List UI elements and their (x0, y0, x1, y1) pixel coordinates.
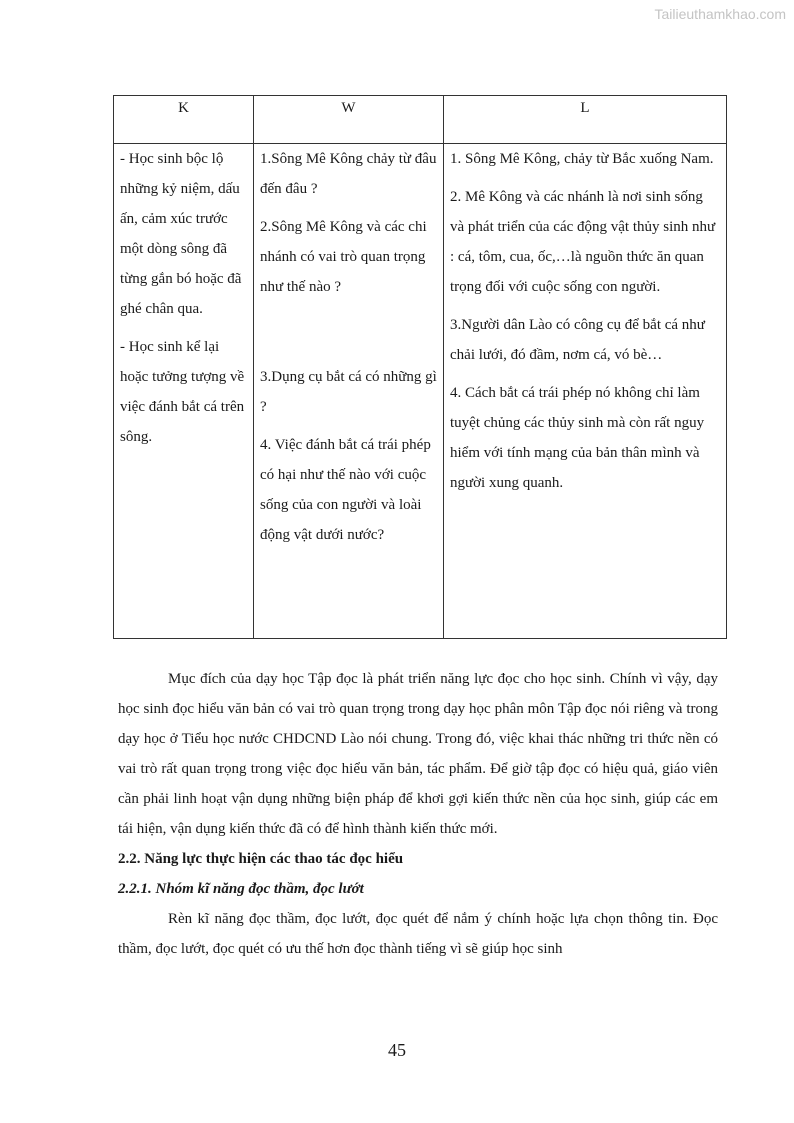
paragraph: Rèn kĩ năng đọc thầm, đọc lướt, đọc quét để nắm ý chính hoặc lựa chọn thông tin. Đọc thầm, đọc lướt, đọc quét có ưu thế hơn đọc thành tiếng vì sẽ giúp học sinh (118, 911, 718, 957)
cell-w (254, 144, 444, 639)
kwl-table (113, 95, 727, 639)
k-item: - Học sinh kể lại hoặc tưởng tượng về việc đánh bắt cá trên sông. (120, 339, 245, 445)
cell-l (444, 144, 727, 639)
page-number: 45 (388, 1040, 406, 1060)
header-w: W (254, 96, 444, 144)
k-item: - Học sinh bộc lộ những kỷ niệm, dấu ấn, cảm xúc trước một dòng sông đã từng gắn bó hoặc đã ghé chân qua. (120, 151, 242, 317)
header-k: K (114, 96, 254, 144)
table-row (114, 144, 727, 639)
section-heading: 2.2. Năng lực thực hiện các thao tác đọc hiểu (118, 851, 404, 867)
cell-k (114, 144, 254, 639)
paragraph: Mục đích của dạy học Tập đọc là phát triển năng lực đọc cho học sinh. Chính vì vậy, dạy học sinh đọc hiểu văn bản có vai trò quan trọng trong dạy học phân môn Tập đọc nói riêng và trong dạy học ở Tiểu học nước CHDCND Lào nói chung. Trong đó, việc khai thác những tri thức nền có vai trò rất quan trọng trong việc đọc hiểu văn bản, tác phẩm. Để giờ tập đọc có hiệu quả, giáo viên cần phải linh hoạt vận dụng những biện pháp để khơi gợi kiến thức nền của học sinh, giúp các em tái hiện, vận dụng kiến thức đã có để hình thành kiến thức mới. (118, 671, 718, 837)
l-item: 4. Cách bắt cá trái phép nó không chỉ làm tuyệt chủng các thủy sinh mà còn rất nguy hiểm với tính mạng của bản thân mình và người xung quanh. (450, 385, 705, 491)
l-item: 1. Sông Mê Kông, chảy từ Bắc xuống Nam. (450, 151, 714, 167)
w-item: 3.Dụng cụ bắt cá có những gì ? (260, 369, 437, 415)
w-item: 4. Việc đánh bắt cá trái phép có hại như thế nào với cuộc sống của con người và loài động vật dưới nước? (260, 437, 431, 543)
subsection-heading: 2.2.1. Nhóm kĩ năng đọc thầm, đọc lướt (118, 881, 364, 897)
w-item: 1.Sông Mê Kông chảy từ đâu đến đâu ? (260, 151, 437, 197)
body-text (118, 664, 718, 964)
header-l: L (444, 96, 727, 144)
w-item: 2.Sông Mê Kông và các chi nhánh có vai trò quan trọng như thế nào ? (260, 219, 427, 295)
table-header-row (114, 96, 727, 144)
l-item: 2. Mê Kông và các nhánh là nơi sinh sống và phát triển của các động vật thủy sinh như : cá, tôm, cua, ốc,…là nguồn thức ăn quan trọng đối với cuộc sống con người. (450, 189, 716, 295)
watermark: Tailieuthamkhao.com (654, 6, 786, 22)
l-item: 3.Người dân Lào có công cụ để bắt cá như chải lưới, đó đầm, nơm cá, vó bè… (450, 317, 705, 363)
